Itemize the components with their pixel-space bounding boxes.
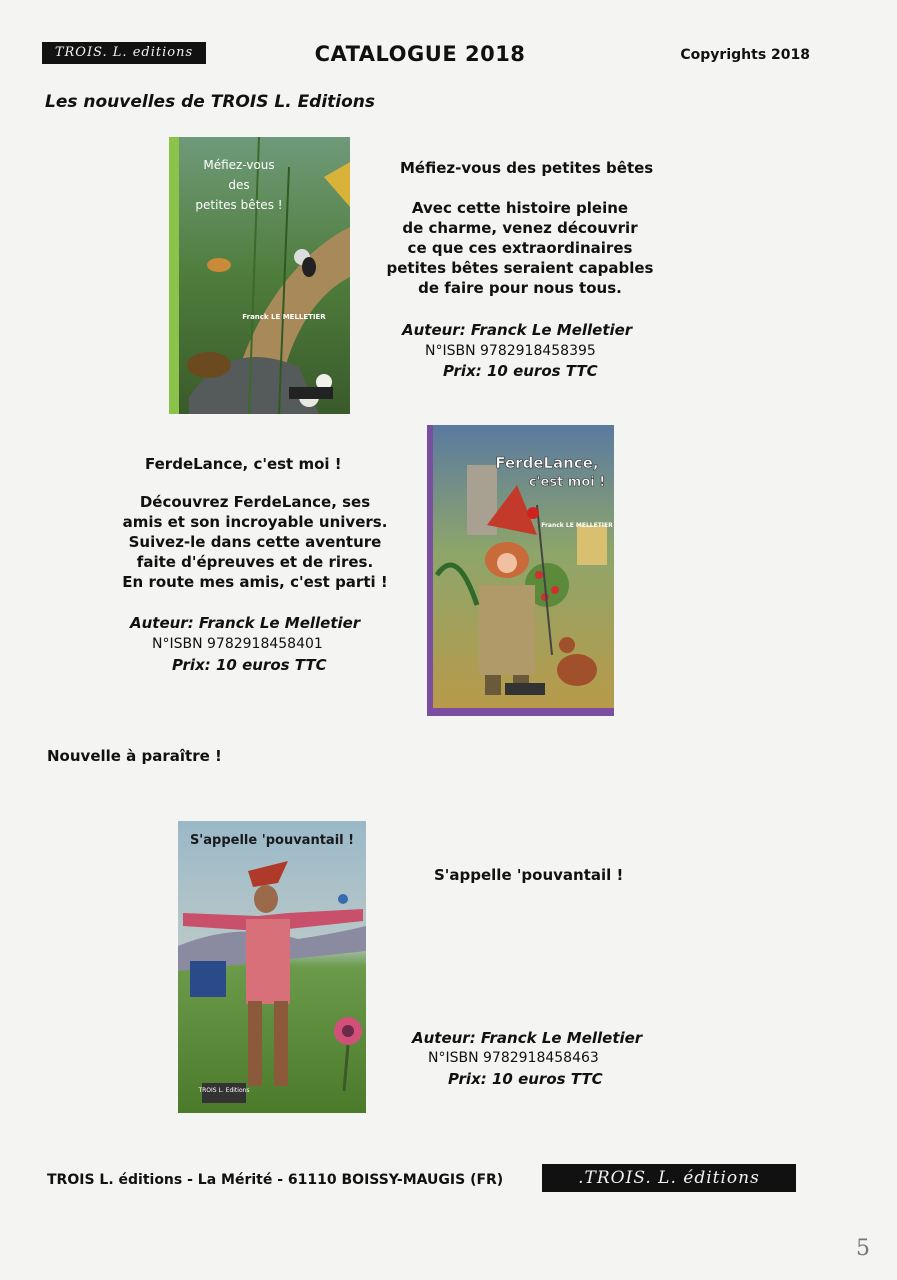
book-2-description-line: faite d'épreuves et de rires. <box>136 553 374 571</box>
book-1-description-line: petites bêtes seraient capables <box>386 259 654 277</box>
cover-1-title-line-2: des <box>228 178 250 192</box>
book-3-title: S'appelle 'pouvantail ! <box>434 866 624 884</box>
book-2-description-line: Découvrez FerdeLance, ses <box>139 493 371 511</box>
book-2-title: FerdeLance, c'est moi ! <box>145 455 342 473</box>
book-2-price: Prix: 10 euros TTC <box>172 656 327 674</box>
book-2-description-line: amis et son incroyable univers. <box>122 513 388 531</box>
header-logo: TROIS. L. editions <box>42 42 206 64</box>
section-title: Les nouvelles de TROIS L. Editions <box>45 92 376 112</box>
book-1-description-line: ce que ces extraordinaires <box>407 239 633 257</box>
cover-2-title-line-1: FerdeLance, <box>495 454 599 472</box>
footer-logo: .TROIS. L. éditions <box>542 1164 796 1192</box>
book-cover-1 <box>169 137 350 414</box>
cover-2-title-line-2: c'est moi ! <box>528 475 606 490</box>
cover-2-author: Franck LE MELLETIER <box>541 522 613 529</box>
book-1-price: Prix: 10 euros TTC <box>443 362 598 380</box>
book-2-isbn: N°ISBN 9782918458401 <box>152 636 323 652</box>
cover-1-title-line-1: Méfiez-vous <box>203 158 275 172</box>
book-cover-3 <box>178 821 366 1113</box>
cover-1-title-line-3: petites bêtes ! <box>195 198 283 212</box>
book-3-isbn: N°ISBN 9782918458463 <box>428 1050 599 1066</box>
page-number: 5 <box>856 1236 870 1261</box>
copyright: Copyrights 2018 <box>680 47 810 63</box>
book-1-title: Méfiez-vous des petites bêtes <box>400 159 654 177</box>
book-1-author: Auteur: Franck Le Melletier <box>402 321 633 339</box>
book-1-isbn: N°ISBN 9782918458395 <box>425 343 596 359</box>
book-3-author: Auteur: Franck Le Melletier <box>412 1029 643 1047</box>
book-2-description-line: En route mes amis, c'est parti ! <box>122 573 388 591</box>
cover-3-title: S'appelle 'pouvantail ! <box>189 833 355 848</box>
book-2-author: Auteur: Franck Le Melletier <box>130 614 361 632</box>
book-2-description-line: Suivez-le dans cette aventure <box>128 533 382 551</box>
book-cover-2 <box>427 425 614 716</box>
cover-3-badge: TROIS L. Editions <box>198 1087 250 1094</box>
page-title: CATALOGUE 2018 <box>314 42 526 66</box>
book-1-description <box>380 198 660 298</box>
book-2-description <box>110 492 400 592</box>
footer-address: TROIS L. éditions - La Mérité - 61110 BOISSY-MAUGIS (FR) <box>47 1172 504 1188</box>
cover-1-author: Franck LE MELLETIER <box>242 313 326 321</box>
upcoming-label: Nouvelle à paraître ! <box>47 747 222 765</box>
book-3-price: Prix: 10 euros TTC <box>448 1070 603 1088</box>
book-1-description-line: Avec cette histoire pleine <box>411 199 629 217</box>
book-1-description-line: de faire pour nous tous. <box>418 279 622 297</box>
book-1-description-line: de charme, venez découvrir <box>402 219 638 237</box>
